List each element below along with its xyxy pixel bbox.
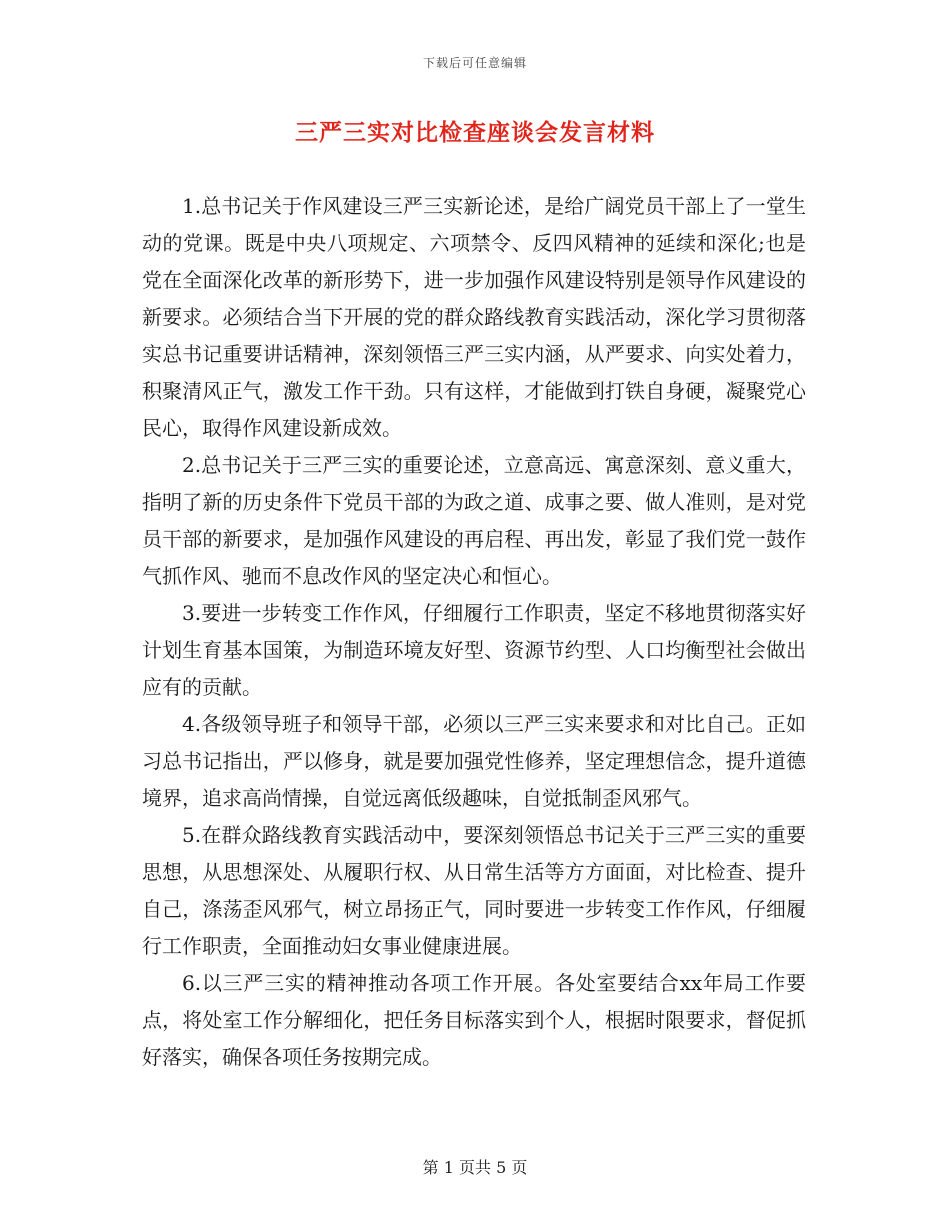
header-note: 下载后可任意编辑 — [422, 56, 527, 70]
paragraph-4: 4.各级领导班子和领导干部，必须以三严三实来要求和对比自己。正如习总书记指出，严以修身，就是要加强党性修养，坚定理想信念，提升道德境界，追求高尚情操，自觉远离低级趣味，自觉抵制歪风邪气。 — [142, 712, 806, 810]
paragraph-6: 6.以三严三实的精神推动各项工作开展。各处室要结合xx年局工作要点，将处室工作分解细化，把任务目标落实到个人，根据时限要求，督促抓好落实，确保各项任务按期完成。 — [142, 971, 806, 1069]
document-body — [142, 188, 806, 1076]
document-title: 三严三实对比检查座谈会发言材料 — [295, 119, 655, 146]
paragraph-3: 3.要进一步转变工作作风，仔细履行工作职责，坚定不移地贯彻落实好计划生育基本国策，为制造环境友好型、资源节约型、人口均衡型社会做出应有的贡献。 — [142, 601, 806, 699]
paragraph-2: 2.总书记关于三严三实的重要论述，立意高远、寓意深刻、意义重大，指明了新的历史条件下党员干部的为政之道、成事之要、做人准则，是对党员干部的新要求，是加强作风建设的再启程、再出发，彰显了我们党一鼓作气抓作风、驰而不息改作风的坚定决心和恒心。 — [142, 453, 806, 588]
paragraph-5: 5.在群众路线教育实践活动中，要深刻领悟总书记关于三严三实的重要思想，从思想深处、从履职行权、从日常生活等方方面面，对比检查、提升自己，涤荡歪风邪气，树立昂扬正气，同时要进一步转变工作作风，仔细履行工作职责，全面推动妇女事业健康进展。 — [142, 823, 806, 958]
paragraph-1: 1.总书记关于作风建设三严三实新论述，是给广阔党员干部上了一堂生动的党课。既是中央八项规定、六项禁令、反四风精神的延续和深化;也是党在全面深化改革的新形势下，进一步加强作风建设特别是领导作风建设的新要求。必须结合当下开展的党的群众路线教育实践活动，深化学习贯彻落实总书记重要讲话精神，深刻领悟三严三实内涵，从严要求、向实处着力，积聚清风正气，激发工作干劲。只有这样，才能做到打铁自身硬，凝聚党心民心，取得作风建设新成效。 — [142, 194, 806, 440]
page-number-footer: 第 1 页共 5 页 — [422, 1158, 528, 1177]
